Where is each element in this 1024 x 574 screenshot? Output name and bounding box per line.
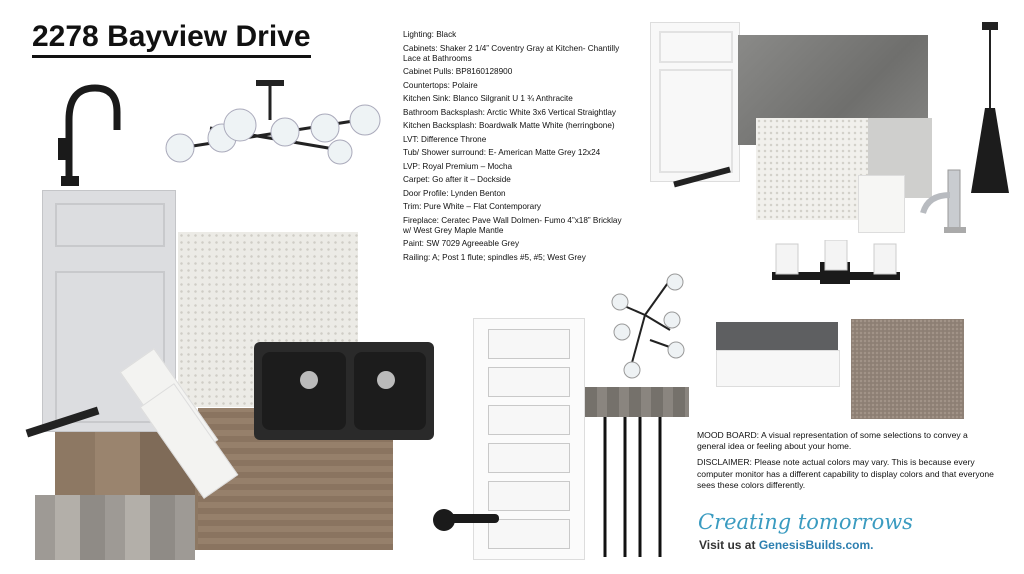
spec-item: Countertops: Polaire <box>403 80 478 90</box>
spec-item: Door Profile: Lynden Benton <box>403 188 506 198</box>
spec-item: LVP: Royal Premium – Mocha <box>403 161 513 171</box>
kitchen-faucet-image <box>55 80 125 190</box>
vanity-light-image <box>772 240 902 290</box>
page-title: 2278 Bayview Drive <box>32 20 311 58</box>
spec-item: Railing: A; Post 1 flute; spindles #5, #5; West Grey <box>403 252 586 262</box>
visit-prefix: Visit us at <box>699 538 759 552</box>
trim-sample-image <box>716 350 840 387</box>
spec-item: Cabinet Pulls: BP8160128900 <box>403 67 513 77</box>
bath-backsplash-tile-image <box>858 175 905 233</box>
spec-item: Lighting: Black <box>403 30 457 39</box>
visit-line <box>699 538 874 552</box>
spec-item: Cabinets: Shaker 2 1/4” Coventry Gray at Kitchen- Chantilly Lace at Bathrooms <box>403 43 620 63</box>
spec-item: Fireplace: Ceratec Pave Wall Dolmen- Fumo 4”x18” Bricklay w/ West Grey Maple Mantle <box>403 215 622 235</box>
door-lever-image <box>432 500 502 540</box>
pendant-cluster-image <box>610 270 690 380</box>
spec-item: Kitchen Sink: Blanco Silgranit U 1 ¾ Anthracite <box>403 94 573 104</box>
lvt-sample-image <box>35 495 195 560</box>
spec-item: Tub/ Shower surround: E- American Matte Grey 12x24 <box>403 148 601 158</box>
spec-item: Paint: SW 7029 Agreeable Grey <box>403 239 520 249</box>
website-link[interactable]: GenesisBuilds.com. <box>758 538 874 552</box>
pendant-light-image <box>965 18 1015 198</box>
paint-swatch-image <box>716 322 838 350</box>
bath-countertop-image <box>756 118 868 220</box>
carpet-sample-image <box>851 319 964 419</box>
mood-board-note <box>697 430 997 496</box>
kitchen-sink-image <box>254 342 434 440</box>
spec-item: Kitchen Backsplash: Boardwalk Matte White (herringbone) <box>403 121 615 131</box>
spec-item: Bathroom Backsplash: Arctic White 3x6 Vertical Straightlay <box>403 107 616 117</box>
railing-spindles-image <box>590 417 680 557</box>
bath-cabinet-door-image <box>650 22 740 182</box>
mood-board-text: MOOD BOARD: A visual representation of some selections to convey a general idea or feeling about your home. <box>697 430 968 452</box>
spec-item: LVT: Difference Throne <box>403 134 487 144</box>
chandelier-image <box>150 80 390 170</box>
spec-list <box>403 30 628 266</box>
mantle-sample-image <box>585 387 689 417</box>
disclaimer-text: DISCLAIMER: Please note actual colors may vary. This is because every computer monitor has a different capability to display colors and that everyone sees these colors differently. <box>697 457 994 490</box>
spec-item: Carpet: Go after it – Dockside <box>403 175 511 185</box>
brand-tagline: Creating tomorrows <box>698 510 913 534</box>
spec-item: Trim: Pure White – Flat Contemporary <box>403 202 542 212</box>
